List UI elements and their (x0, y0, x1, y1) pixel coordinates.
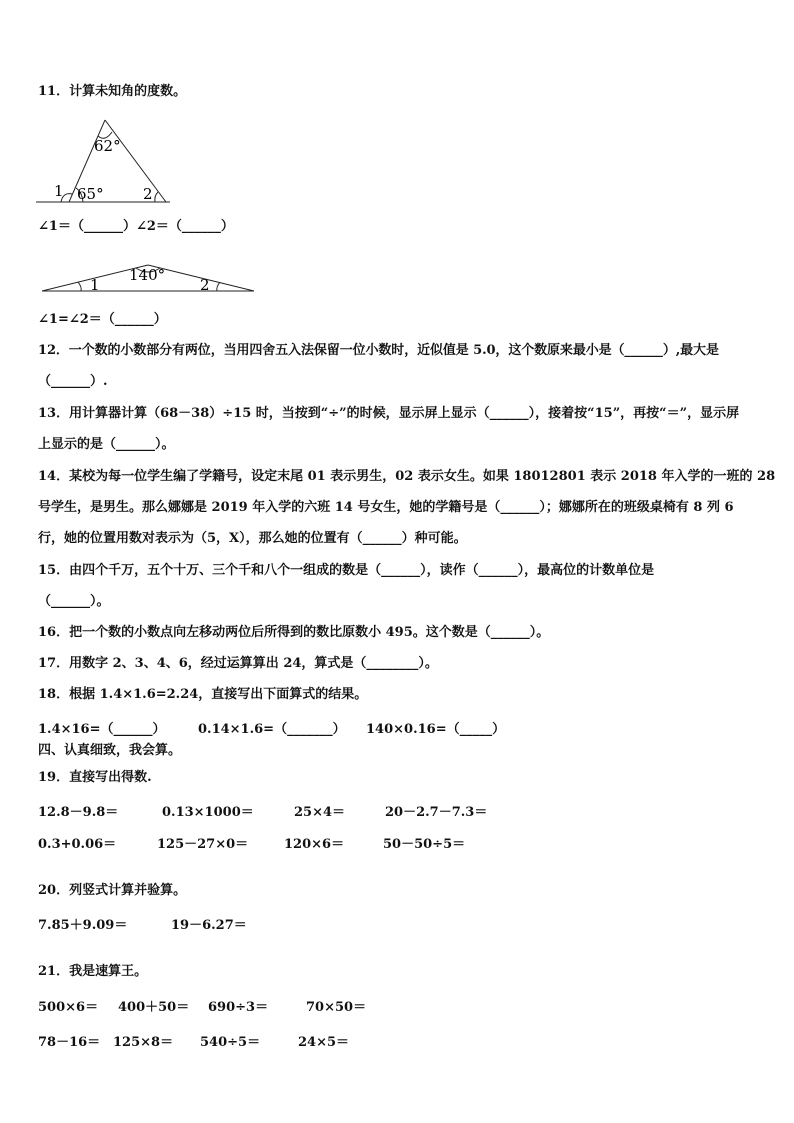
right-angle-arc (217, 282, 220, 291)
section-4-heading: 四、认真细致，我会算。 (38, 743, 182, 758)
calc-item: 70×50＝ (306, 1000, 367, 1015)
q18-line-1: 18．根据 1.4×1.6=2.24，直接写出下面算式的结果。 (38, 687, 368, 702)
q21-row-2 (38, 1031, 758, 1050)
triangle-side-right (105, 120, 166, 202)
q17-line-1: 17．用数字 2、3、4、6，经过运算算出 24，算式是（________）。 (38, 656, 438, 671)
calc-item: 120×6＝ (284, 837, 345, 852)
calc-item: 24×5＝ (298, 1035, 350, 1050)
right-angle-arc (155, 192, 158, 202)
q19-row-2 (38, 833, 758, 852)
q20-title: 20．列竖式计算并验算。 (38, 883, 187, 898)
q15-line-1: 15．由四个千万，五个十万、三个千和八个一组成的数是（______），读作（______），最高位的计数单位是 (38, 563, 655, 578)
q13-line-2: 上显示的是（______）。 (38, 437, 175, 452)
q12-line-1: 12．一个数的小数部分有两位，当用四舍五入法保留一位小数时，近似值是 5.0，这个数原来最小是（______）,最大是 (38, 343, 719, 358)
calc-item: 20－2.7－7.3＝ (385, 805, 488, 820)
q13-line-1: 13．用计算器计算（68－38）÷15 时，当按到“÷”的时候，显示屏上显示（______），接着按“15”，再按“＝”，显示屏 (38, 406, 740, 421)
q14-line-1: 14．某校为每一位学生编了学籍号，设定末尾 01 表示男生，02 表示女生。如果 18012801 表示 2018 年入学的一班的 28 (38, 469, 776, 484)
calc-item: 0.3+0.06＝ (38, 837, 117, 852)
calc-item: 400＋50＝ (118, 1000, 190, 1015)
calc-item: 0.13×1000＝ (162, 805, 254, 820)
label-angle-1: 1 (54, 182, 64, 200)
q15-line-2: （______）。 (38, 594, 110, 609)
label-angle-2: 2 (143, 185, 153, 203)
label-62: 62° (94, 137, 121, 155)
label-140: 140° (129, 266, 166, 284)
triangle-figure-2 (40, 262, 260, 296)
q19-row-1 (38, 801, 758, 820)
calc-item: 125×8＝ (113, 1035, 174, 1050)
q14-line-3: 行，她的位置用数对表示为（5，X），那么她的位置有（______）种可能。 (38, 531, 467, 546)
q21-title: 21．我是速算王。 (38, 964, 148, 979)
left-angle-arc (78, 282, 81, 291)
q20-row-1 (38, 914, 758, 933)
calc-item: 25×4＝ (294, 805, 346, 820)
label-angle-1: 1 (90, 276, 100, 294)
q18-item: 140×0.16=（_____） (366, 722, 506, 737)
q18-item: 1.4×16=（______） (38, 722, 166, 737)
calc-item: 540÷5＝ (200, 1035, 261, 1050)
triangle-figure-1 (36, 118, 176, 208)
q11-answer-1: ∠1＝（______）∠2＝（______） (38, 219, 234, 234)
calc-item: 500×6＝ (38, 1000, 99, 1015)
label-65: 65° (77, 185, 104, 203)
q16-line-1: 16．把一个数的小数点向左移动两位后所得到的数比原数小 495。这个数是（______）。 (38, 625, 550, 640)
q11-title: 11．计算未知角的度数。 (38, 84, 187, 99)
q14-line-2: 号学生，是男生。那么娜娜是 2019 年入学的六班 14 号女生，她的学籍号是（______）；娜娜所在的班级桌椅有 8 列 6 (38, 500, 734, 515)
calc-item: 78－16＝ (38, 1035, 101, 1050)
q18-item: 0.14×1.6=（_______） (198, 722, 346, 737)
q21-row-1 (38, 996, 758, 1015)
label-angle-2: 2 (200, 276, 210, 294)
q19-title: 19．直接写出得数. (38, 770, 152, 785)
q12-line-2: （______）. (38, 374, 108, 389)
calc-item: 12.8－9.8＝ (38, 805, 119, 820)
calc-item: 690÷3＝ (208, 1000, 269, 1015)
calc-item: 50－50÷5＝ (383, 837, 466, 852)
q11-answer-2: ∠1=∠2＝（______） (38, 312, 167, 327)
calc-item: 19－6.27＝ (171, 918, 247, 933)
calc-item: 125－27×0＝ (157, 837, 249, 852)
q18-items-row (38, 718, 758, 737)
calc-item: 7.85＋9.09＝ (38, 918, 128, 933)
